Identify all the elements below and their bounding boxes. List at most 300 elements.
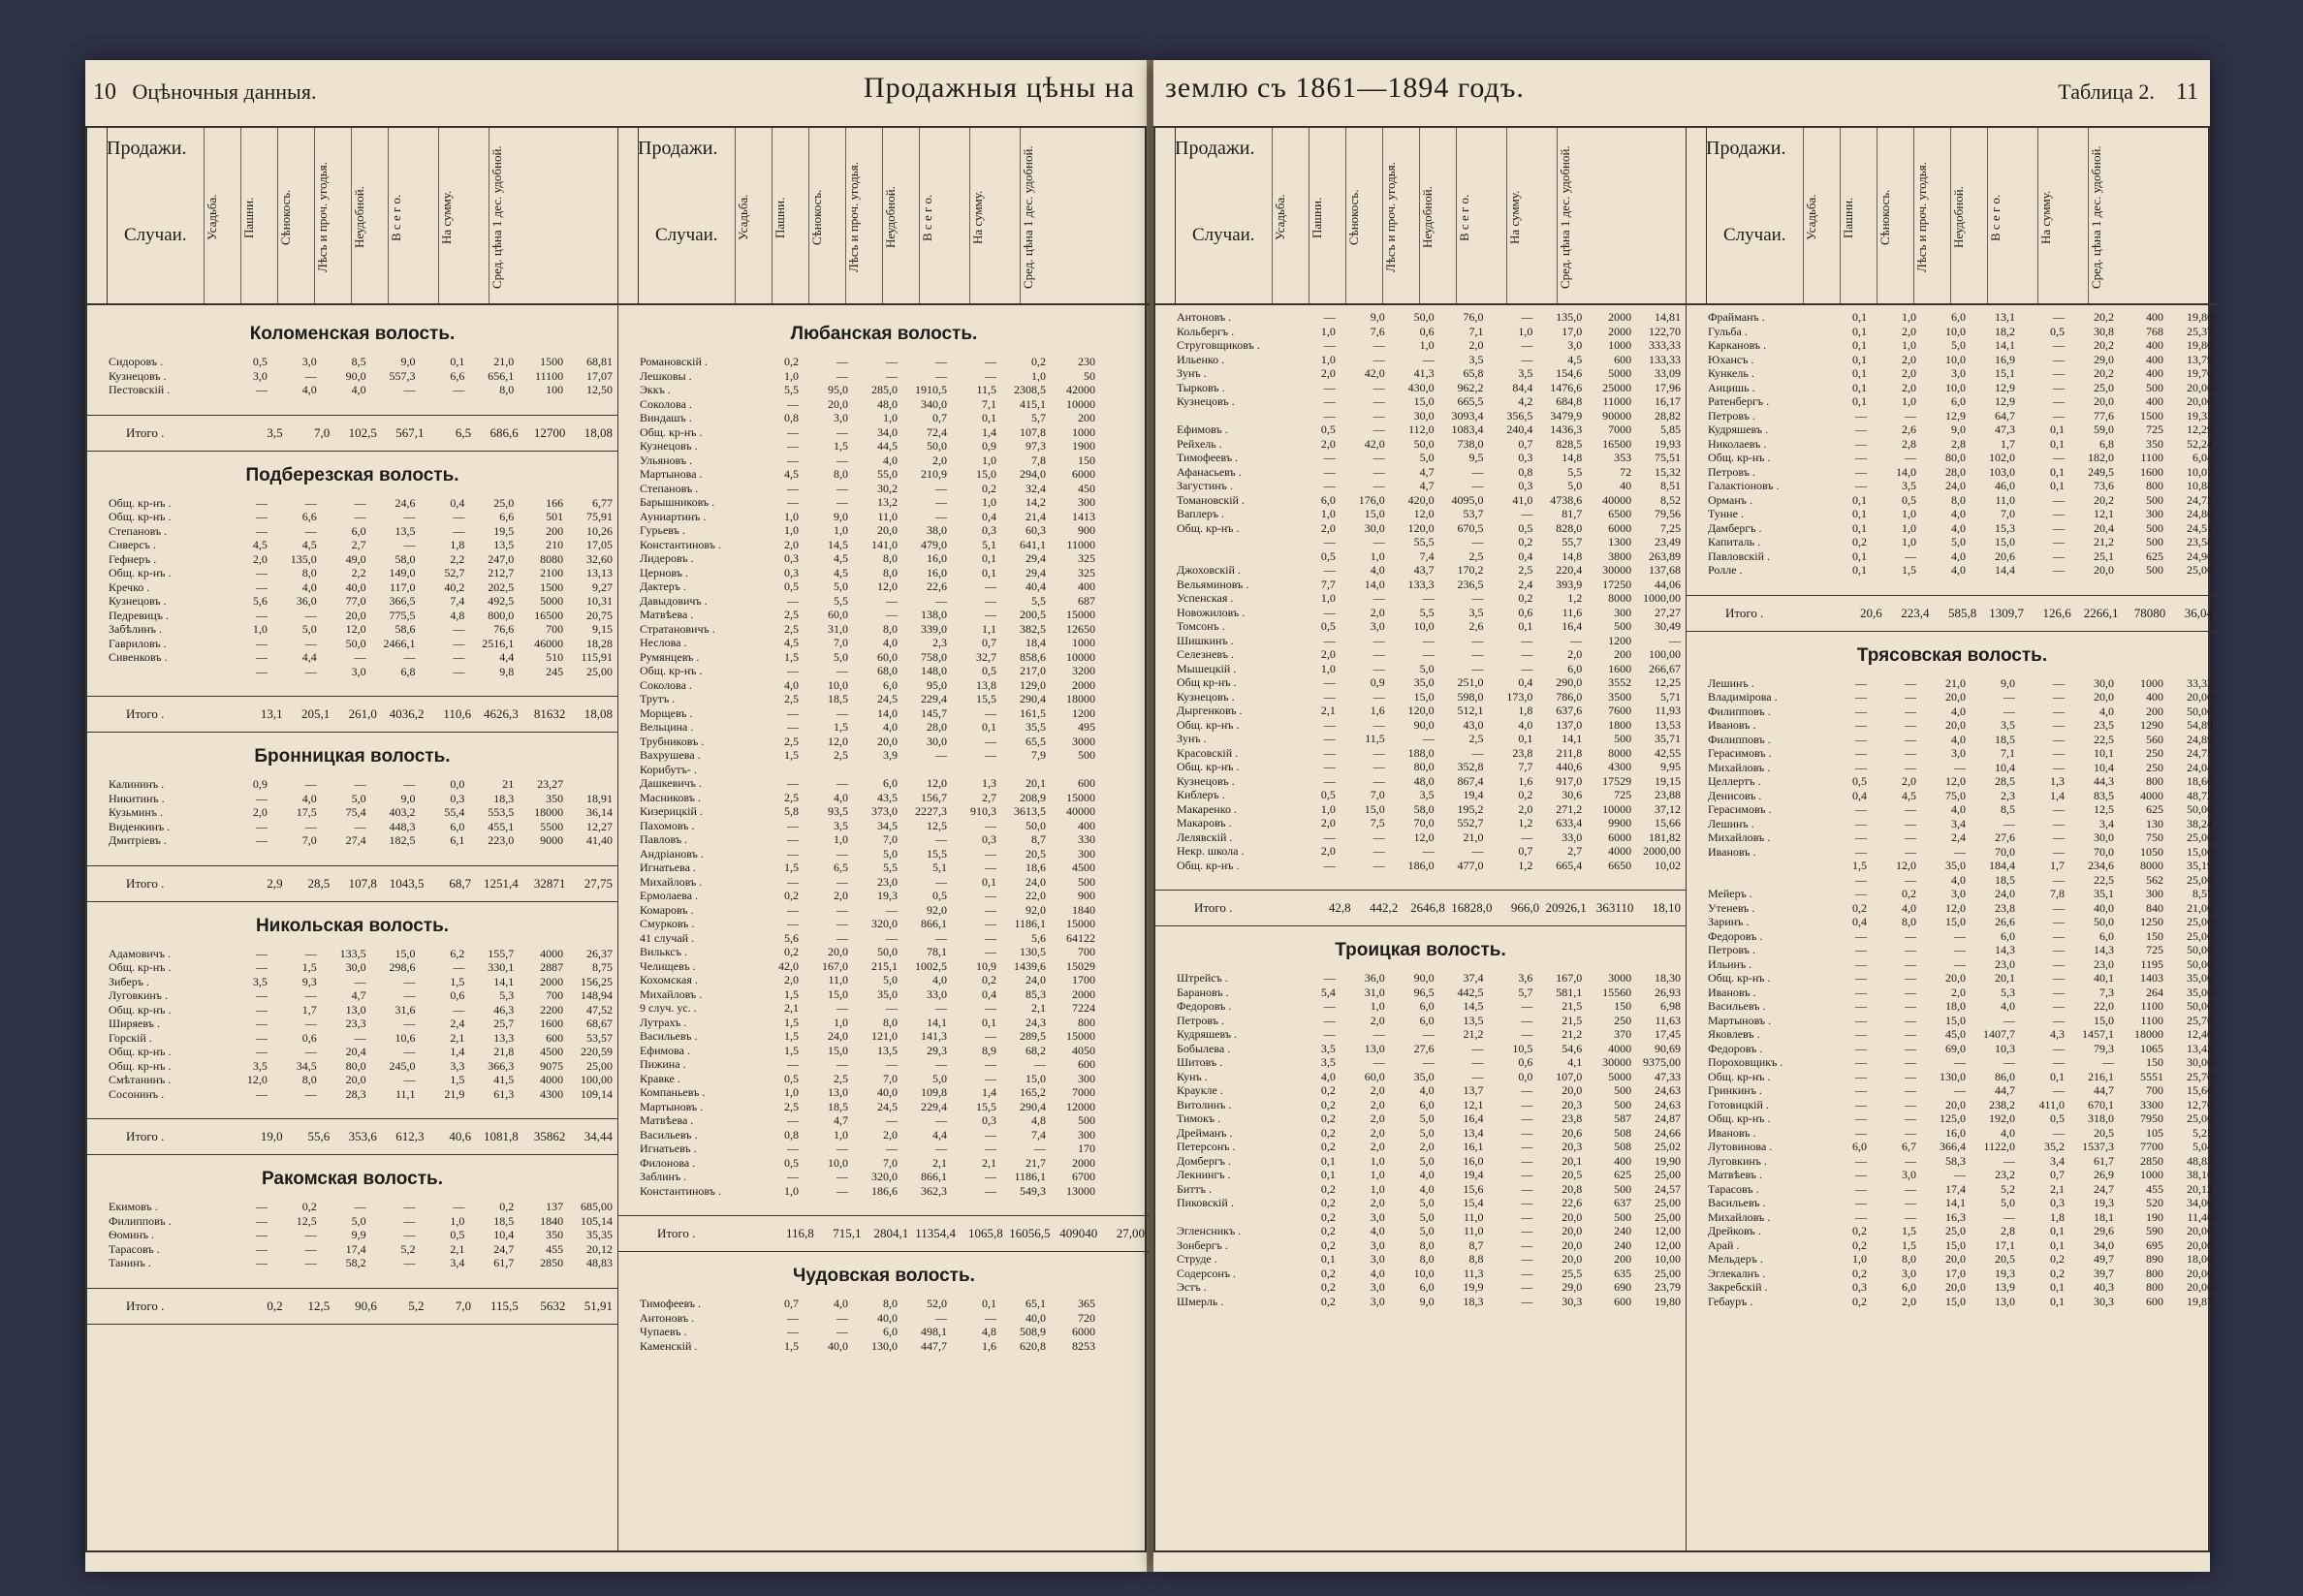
table-cell: 600: [1614, 1294, 1632, 1308]
table-cell: 40: [1620, 479, 1632, 492]
table-cell: 12,9: [1995, 394, 2015, 408]
column-rule: [1272, 128, 1273, 303]
case-name: Федоровъ .: [1708, 928, 1763, 943]
case-name: Мартынова .: [640, 467, 703, 481]
table-cell: —: [255, 1213, 268, 1228]
column-header-label: Неудобной.: [883, 186, 898, 249]
table-cell: —: [1471, 464, 1484, 479]
table-cell: 9900: [1608, 816, 1632, 829]
table-cell: 35,0: [877, 986, 898, 1001]
table-cell: 236,5: [1457, 577, 1484, 591]
table-row: [87, 496, 617, 511]
table-cell: 150: [1078, 453, 1095, 467]
table-cell: 6,0: [1902, 1280, 1916, 1294]
table-cell: 7,1: [1468, 324, 1484, 338]
table-cell: 18,3: [493, 791, 515, 805]
table-cell: 2,0: [1567, 647, 1583, 661]
table-cell: 18,5: [828, 692, 848, 705]
table-cell: 2,5: [784, 692, 799, 705]
table-cell: 4,0: [301, 383, 317, 396]
table-cell: 83,5: [2094, 788, 2114, 802]
table-cell: 165,2: [1020, 1085, 1046, 1099]
total-cell: 19,0: [260, 1129, 283, 1143]
table-cell: —: [985, 1183, 996, 1198]
table-cell: 120,0: [1407, 520, 1435, 535]
table-cell: 4,3: [2050, 1027, 2065, 1041]
table-cell: 15000: [1066, 790, 1095, 804]
table-cell: 10,0: [828, 1155, 848, 1170]
table-row: [618, 973, 1150, 987]
case-name: Владимірова .: [1708, 690, 1778, 704]
column-rule: [2088, 128, 2089, 303]
table-cell: —: [836, 424, 848, 439]
table-cell: 50,0: [1413, 436, 1435, 451]
table-cell: 0,4: [1518, 548, 1533, 563]
case-name: Игнатьевъ .: [640, 1142, 697, 1155]
table-cell: 6,0: [1419, 999, 1435, 1013]
table-cell: 20,0: [1945, 1097, 1966, 1111]
table-cell: 14,3: [1995, 943, 2015, 956]
table-cell: 35,0: [1413, 1069, 1435, 1083]
table-cell: 0,5: [1320, 548, 1336, 563]
case-name: Горскій .: [109, 1030, 152, 1045]
table-cell: 8,0: [883, 621, 898, 636]
table-cell: 150: [1614, 999, 1632, 1013]
table-cell: 24,57: [1655, 1181, 1681, 1196]
table-cell: 15,0: [1413, 689, 1435, 704]
column-rule: [388, 128, 389, 303]
table-cell: —: [403, 1017, 416, 1030]
table-column-3: [1155, 128, 1687, 1550]
table-cell: 109,14: [581, 1086, 613, 1101]
table-cell: 0,1: [2050, 1294, 2065, 1308]
case-name: Томсонъ .: [1177, 619, 1225, 633]
table-cell: 4500: [540, 1045, 564, 1058]
table-cell: 1,7: [2050, 859, 2065, 872]
table-cell: 20,0: [1562, 1252, 1583, 1266]
table-cell: —: [1521, 661, 1533, 675]
case-name: Заблинъ .: [640, 1170, 687, 1183]
table-cell: 2,0: [1320, 844, 1336, 858]
table-cell: 35,00: [2187, 971, 2213, 985]
table-cell: —: [1323, 380, 1336, 394]
table-cell: 77,0: [345, 594, 366, 608]
case-name: Шишкинъ .: [1177, 633, 1234, 647]
table-cell: 725: [2146, 422, 2163, 436]
table-cell: 0,2: [784, 355, 799, 368]
table-cell: —: [1471, 647, 1484, 661]
column-rule: [1382, 128, 1383, 303]
table-cell: 7,5: [1370, 816, 1385, 829]
table-cell: 1,4: [982, 1085, 996, 1099]
table-cell: 0,7: [1518, 844, 1533, 858]
table-cell: 12000: [1066, 1099, 1095, 1113]
table-cell: —: [2053, 548, 2065, 563]
table-cell: 100,00: [581, 1073, 613, 1086]
table-row: [1687, 1295, 2218, 1309]
sales-header: Продажи.: [638, 138, 718, 159]
table-cell: 48,72: [2187, 788, 2213, 802]
table-cell: —: [2053, 1041, 2065, 1055]
table-row: [1687, 859, 2218, 873]
table-cell: 318,0: [2088, 1111, 2114, 1125]
table-cell: —: [2053, 310, 2065, 324]
table-cell: 3,5: [1468, 605, 1484, 619]
table-row: [87, 580, 617, 595]
table-cell: [1100, 945, 1150, 959]
total-cell: 3,5: [267, 424, 283, 440]
table-cell: 10,0: [1945, 380, 1966, 394]
volost-heading: Коломенская волость.: [249, 324, 456, 344]
table-row: [1687, 971, 2218, 986]
table-cell: 8253: [1072, 1338, 1095, 1353]
column-rule: [1506, 128, 1507, 303]
table-cell: —: [1954, 928, 1966, 943]
table-cell: —: [1034, 1057, 1046, 1071]
table-cell: 400: [1078, 579, 1095, 593]
table-cell: 44,7: [1995, 1083, 2015, 1097]
table-cell: 4050: [1072, 1043, 1095, 1057]
table-cell: [1100, 678, 1150, 693]
table-cell: 330: [1078, 832, 1095, 846]
table-cell: —: [985, 1127, 996, 1142]
table-cell: 13,0: [1995, 1294, 2015, 1308]
table-cell: 1,0: [1370, 1168, 1385, 1181]
table-cell: 21,2: [2094, 535, 2114, 548]
table-cell: 25,0: [493, 495, 515, 510]
table-cell: 23,0: [877, 874, 898, 889]
table-cell: 1,0: [784, 523, 799, 537]
table-cell: 24,5: [877, 1099, 898, 1113]
table-cell: 1000: [1072, 636, 1095, 649]
table-cell: —: [1372, 760, 1385, 773]
table-cell: 2000: [1608, 324, 1632, 338]
table-cell: 290,4: [1020, 692, 1046, 705]
column-rule: [2037, 128, 2038, 303]
table-cell: —: [1323, 633, 1336, 647]
table-row: [87, 524, 617, 539]
table-cell: —: [1323, 451, 1336, 464]
table-cell: 31,0: [828, 621, 848, 636]
table-cell: 20,4: [2094, 520, 2114, 535]
table-cell: 1,4: [450, 1045, 465, 1058]
table-row: [618, 425, 1150, 440]
table-cell: 20,0: [1562, 1224, 1583, 1237]
table-cell: —: [1855, 718, 1867, 732]
case-name: Ратенбергъ .: [1708, 394, 1770, 408]
table-cell: 105,14: [581, 1213, 613, 1228]
table-row: [1687, 830, 2218, 845]
table-cell: 21: [502, 777, 515, 791]
table-cell: 2,5: [784, 1099, 799, 1113]
table-cell: 684,8: [1556, 394, 1583, 408]
table-cell: 133,3: [1407, 577, 1435, 591]
table-cell: 1,0: [1320, 507, 1336, 520]
table-cell: 19,87: [2187, 1294, 2213, 1308]
table-cell: —: [836, 1057, 848, 1071]
table-cell: —: [886, 368, 898, 383]
case-name: Зонбергъ .: [1177, 1237, 1228, 1252]
table-row: [618, 763, 1150, 777]
table-cell: —: [886, 355, 898, 368]
table-cell: 1,8: [2050, 1209, 2065, 1224]
table-row: [618, 1100, 1150, 1114]
table-row: [1687, 394, 2218, 409]
table-cell: 23,3: [345, 1017, 366, 1030]
table-cell: 58,0: [1413, 801, 1435, 816]
table-cell: 13,5: [877, 1043, 898, 1057]
table-cell: 102,0: [1989, 451, 2015, 464]
table-cell: 24,87: [1655, 1111, 1681, 1125]
table-cell: 12,29: [2187, 422, 2213, 436]
table-cell: 9,3: [301, 974, 317, 988]
table-cell: —: [354, 974, 366, 988]
table-cell: 962,2: [1457, 380, 1484, 394]
table-cell: [1100, 425, 1150, 440]
table-cell: 2,0: [1320, 366, 1336, 380]
table-cell: —: [1323, 760, 1336, 773]
table-cell: 400: [2146, 338, 2163, 352]
case-name: Красовскій .: [1177, 745, 1239, 760]
table-cell: —: [2053, 1125, 2065, 1140]
table-row: [618, 495, 1150, 510]
table-cell: —: [1855, 451, 1867, 464]
table-cell: —: [1372, 745, 1385, 760]
table-cell: 0,2: [1852, 1266, 1867, 1280]
table-cell: 0,7: [932, 411, 947, 424]
table-cell: 2,5: [1468, 732, 1484, 745]
table-cell: 455: [546, 1241, 564, 1256]
table-cell: 73,6: [2094, 479, 2114, 492]
table-row: [87, 805, 617, 820]
case-name: Церновъ .: [640, 565, 688, 579]
table-row: [1155, 493, 1686, 508]
table-cell: —: [2053, 872, 2065, 887]
table-cell: 7,1: [982, 396, 996, 411]
table-row: [618, 706, 1150, 721]
table-cell: 0,1: [1852, 394, 1867, 408]
table-cell: 14,1: [1945, 1196, 1966, 1209]
column-rule: [1345, 128, 1346, 303]
table-cell: —: [935, 748, 947, 762]
table-cell: —: [304, 777, 317, 791]
table-cell: 2000: [540, 974, 564, 988]
table-cell: 40,0: [828, 1338, 848, 1353]
table-cell: 182,0: [2088, 451, 2114, 464]
table-cell: 5,5: [784, 383, 799, 396]
table-cell: 325: [1078, 551, 1095, 565]
table-row: [1155, 366, 1686, 381]
table-row: [1155, 844, 1686, 859]
table-cell: —: [255, 791, 268, 805]
table-cell: 11000: [1066, 537, 1095, 551]
table-column-1: [87, 128, 618, 1550]
case-name: Заринъ .: [1708, 915, 1750, 928]
table-cell: 2,0: [883, 1127, 898, 1142]
table-cell: 7,4: [450, 594, 465, 608]
column-rule: [808, 128, 809, 303]
column-header-label: В с е г о.: [1988, 194, 2003, 241]
table-cell: —: [2053, 704, 2065, 718]
table-cell: 184,4: [1989, 859, 2015, 872]
table-cell: 1,0: [450, 1213, 465, 1228]
table-cell: —: [1855, 816, 1867, 830]
table-cell: —: [1422, 732, 1435, 745]
table-cell: —: [255, 664, 268, 678]
table-cell: 5,7: [1518, 985, 1533, 999]
table-cell: 30,0: [2094, 830, 2114, 844]
table-cell: 5,8: [784, 804, 799, 818]
table-cell: 18,0: [1945, 999, 1966, 1013]
table-cell: [1100, 510, 1150, 524]
case-name: Барышниковъ .: [640, 495, 715, 509]
case-name: Кузнецовъ .: [640, 439, 698, 453]
table-cell: 300: [1078, 1127, 1095, 1142]
table-row: [618, 411, 1150, 425]
table-cell: [1100, 720, 1150, 735]
table-cell: 70,0: [2094, 844, 2114, 859]
table-cell: 2850: [540, 1256, 564, 1269]
table-cell: 138,0: [921, 608, 947, 621]
table-cell: 15,5: [927, 846, 947, 861]
table-row: [1155, 338, 1686, 353]
column-header-label: Пашни.: [1841, 197, 1855, 238]
table-cell: 10,00: [1655, 1252, 1681, 1266]
column-rule: [845, 128, 846, 303]
table-row: [1155, 1042, 1686, 1056]
table-cell: 4,0: [1419, 1168, 1435, 1181]
table-cell: 501: [546, 510, 564, 523]
table-cell: —: [787, 396, 799, 411]
table-cell: 78,1: [927, 945, 947, 958]
table-cell: [1100, 692, 1150, 706]
case-name: Эстъ .: [1177, 1280, 1207, 1294]
table-cell: 4,5: [784, 467, 799, 481]
table-cell: 200,5: [1020, 608, 1046, 621]
table-row: [618, 594, 1150, 609]
table-cell: —: [787, 846, 799, 861]
table-cell: 13,2: [877, 495, 898, 509]
table-cell: 3500: [1608, 689, 1632, 704]
case-name: Дактеръ .: [640, 579, 686, 593]
case-name: Луговкинъ .: [1708, 1153, 1768, 1168]
table-cell: 150: [2146, 1055, 2163, 1069]
table-cell: 637: [1614, 1196, 1632, 1209]
table-cell: 271,2: [1556, 801, 1583, 816]
table-cell: 910,3: [970, 804, 996, 818]
table-cell: 18,30: [1655, 971, 1681, 985]
case-name: Вахрушева .: [640, 748, 701, 762]
table-cell: 5,0: [883, 973, 898, 986]
table-cell: 9,0: [1951, 422, 1966, 436]
table-cell: 7,8: [2050, 887, 2065, 900]
column-body: [1155, 310, 1686, 1308]
table-cell: —: [1521, 999, 1533, 1013]
total-cell: 20,6: [1860, 605, 1882, 620]
table-cell: 27,4: [345, 833, 366, 847]
table-cell: —: [453, 523, 465, 538]
table-cell: 234,6: [2088, 859, 2114, 872]
table-cell: 3,0: [1951, 746, 1966, 760]
table-cell: 5,5: [834, 593, 848, 608]
case-name: Гульба .: [1708, 324, 1748, 338]
table-row: [1155, 1267, 1686, 1281]
table-cell: 115,91: [581, 650, 613, 664]
table-cell: 1,4: [2050, 788, 2065, 802]
table-cell: 4,0: [1951, 732, 1966, 746]
table-cell: 6,0: [450, 819, 465, 833]
table-row: [618, 467, 1150, 482]
column-header-label: Сѣнокосъ.: [278, 189, 293, 246]
case-name: Лутовинова .: [1708, 1140, 1773, 1153]
column-rule: [1456, 128, 1457, 303]
table-cell: 18,6: [1025, 861, 1046, 874]
table-cell: 17,45: [1655, 1027, 1681, 1041]
table-cell: —: [1372, 479, 1385, 492]
table-cell: 4,0: [1518, 717, 1533, 732]
case-name: Константиновъ .: [640, 1183, 721, 1198]
table-cell: 0,1: [1852, 366, 1867, 380]
table-cell: 800: [2146, 1280, 2163, 1294]
table-cell: —: [2053, 802, 2065, 816]
table-cell: 9,9: [351, 1228, 366, 1241]
table-cell: 0,2: [1518, 535, 1533, 548]
case-name: Кунъ .: [1177, 1069, 1208, 1083]
table-cell: 15,6: [1463, 1181, 1484, 1196]
table-row: [1155, 1098, 1686, 1112]
table-cell: 50,00: [2187, 999, 2213, 1013]
table-cell: —: [1323, 675, 1336, 689]
table-cell: [1100, 776, 1150, 791]
table-cell: 858,6: [1020, 649, 1046, 664]
table-cell: 33,0: [1562, 829, 1583, 844]
table-row: [618, 791, 1150, 805]
table-cell: 19,93: [1655, 436, 1681, 451]
table-cell: 6,0: [1567, 661, 1583, 675]
table-cell: 19,5: [493, 523, 515, 538]
table-cell: 64,7: [1995, 408, 2015, 422]
case-name: Пестовскій .: [109, 383, 171, 396]
table-cell: 20,0: [1562, 1237, 1583, 1252]
table-cell: —: [255, 819, 268, 833]
table-cell: 8,0: [1419, 1237, 1435, 1252]
table-row: [618, 917, 1150, 931]
table-cell: 10,4: [493, 1228, 515, 1241]
table-cell: 6,0: [1951, 310, 1966, 324]
left-page-number: 10: [93, 79, 116, 105]
table-cell: —: [255, 510, 268, 523]
table-cell: 41,0: [1512, 492, 1533, 507]
table-cell: 0,2: [1320, 1181, 1336, 1196]
table-cell: 3,5: [1419, 788, 1435, 801]
table-cell: —: [836, 1325, 848, 1338]
table-cell: 0,1: [1320, 1252, 1336, 1266]
table-row: [1687, 1042, 2218, 1056]
table-cell: 633,4: [1556, 816, 1583, 829]
total-cell: 4036,2: [389, 706, 425, 721]
table-row: [1687, 845, 2218, 860]
table-cell: 20,0: [1945, 1252, 1966, 1266]
column-header-label: Сред. цѣна 1 дес. удобной.: [2089, 145, 2103, 290]
table-cell: —: [1323, 858, 1336, 872]
table-cell: 687: [1078, 593, 1095, 608]
table-cell: 0,7: [2050, 1168, 2065, 1181]
table-cell: 15000: [1066, 608, 1095, 621]
table-cell: 479,0: [921, 537, 947, 551]
table-cell: 738,0: [1457, 436, 1484, 451]
table-cell: 24,04: [2187, 760, 2213, 774]
case-name: Тимокъ .: [1177, 1111, 1221, 1125]
